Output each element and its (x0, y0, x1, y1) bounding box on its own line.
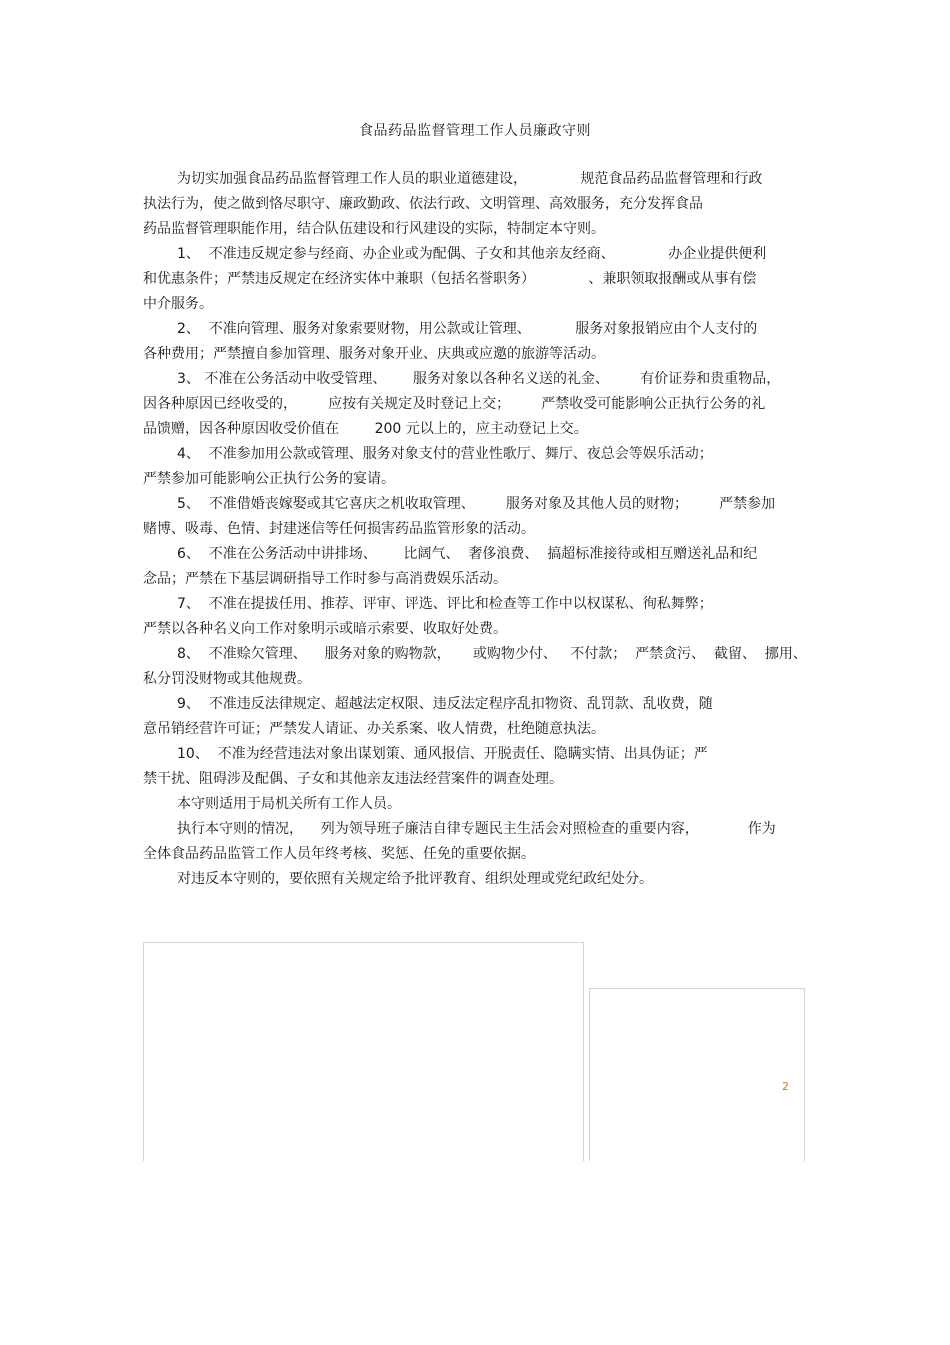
body-line: 10、 不准为经营违法对象出谋划策、通风报信、开脱责任、隐瞒实情、出具伪证；严 (177, 746, 708, 762)
body-line: 各种费用；严禁擅自参加管理、服务对象开业、庆典或应邀的旅游等活动。 (143, 346, 605, 362)
body-line: 对违反本守则的，要依照有关规定给予批评教育、组织处理或党纪政纪处分。 (177, 871, 653, 887)
body-line: 念品；严禁在下基层调研指导工作时参与高消费娱乐活动。 (143, 571, 507, 587)
body-line: 赌博、吸毒、色情、封建迷信等任何损害药品监管形象的活动。 (143, 521, 535, 537)
body-line: 品馈赠，因各种原因收受价值在 200 元以上的，应主动登记上交。 (143, 421, 588, 437)
body-line: 和优惠条件；严禁违反规定在经济实体中兼职（包括名誉职务） 、兼职领取报酬或从事有偿 (143, 271, 757, 287)
body-line: 8、 不准赊欠管理、 服务对象的购物款， 或购物少付、 不付款； 严禁贪污、 截留、 挪用、 (177, 646, 807, 662)
body-line: 全体食品药品监管工作人员年终考核、奖惩、任免的重要依据。 (143, 846, 535, 862)
image-frame-right (589, 988, 805, 1161)
body-line: 药品监督管理职能作用，结合队伍建设和行风建设的实际，特制定本守则。 (143, 221, 605, 237)
body-line: 9、 不准违反法律规定、超越法定权限、违反法定程序乱扣物资、乱罚款、乱收费，随 (177, 696, 713, 712)
body-line: 1、 不准违反规定参与经商、办企业或为配偶、子女和其他亲友经商、 办企业提供便利 (177, 246, 767, 262)
body-line: 执行本守则的情况， 列为领导班子廉洁自律专题民主生活会对照检查的重要内容， 作为 (177, 821, 776, 837)
body-line: 因各种原因已经收受的， 应按有关规定及时登记上交； 严禁收受可能影响公正执行公务的礼 (143, 396, 766, 412)
body-line: 7、 不准在提拔任用、推荐、评审、评选、评比和检查等工作中以权谋私、徇私舞弊； (177, 596, 713, 612)
body-line: 严禁以各种名义向工作对象明示或暗示索要、收取好处费。 (143, 621, 507, 637)
body-line: 意吊销经营许可证；严禁发人请证、办关系案、收人情费，杜绝随意执法。 (143, 721, 605, 737)
body-line: 3、 不准在公务活动中收受管理、 服务对象以各种名义送的礼金、 有价证券和贵重物品， (177, 371, 781, 387)
body-line: 严禁参加可能影响公正执行公务的宴请。 (143, 471, 395, 487)
body-line: 禁干扰、阻碍涉及配偶、子女和其他亲友违法经营案件的调查处理。 (143, 771, 563, 787)
body-line: 为切实加强食品药品监督管理工作人员的职业道德建设， 规范食品药品监督管理和行政 (177, 171, 763, 187)
body-line: 5、 不准借婚丧嫁娶或其它喜庆之机收取管理、 服务对象及其他人员的财物； 严禁参加 (177, 496, 776, 512)
document-title: 食品药品监督管理工作人员廉政守则 (359, 123, 591, 139)
corner-mark: 2 (782, 1080, 789, 1093)
body-line: 中介服务。 (143, 296, 213, 312)
body-line: 4、 不准参加用公款或管理、服务对象支付的营业性歌厅、舞厅、夜总会等娱乐活动； (177, 446, 713, 462)
body-line: 6、 不准在公务活动中讲排场、 比阔气、 奢侈浪费、 搞超标准接待或相互赠送礼品和纪 (177, 546, 758, 562)
image-frame-left (143, 942, 584, 1161)
body-line: 执法行为，使之做到恪尽职守、廉政勤政、依法行政、文明管理、高效服务，充分发挥食品 (143, 196, 703, 212)
body-line: 本守则适用于局机关所有工作人员。 (177, 796, 401, 812)
body-line: 2、 不准向管理、服务对象索要财物，用公款或让管理、 服务对象报销应由个人支付的 (177, 321, 758, 337)
body-line: 私分罚没财物或其他规费。 (143, 671, 311, 687)
